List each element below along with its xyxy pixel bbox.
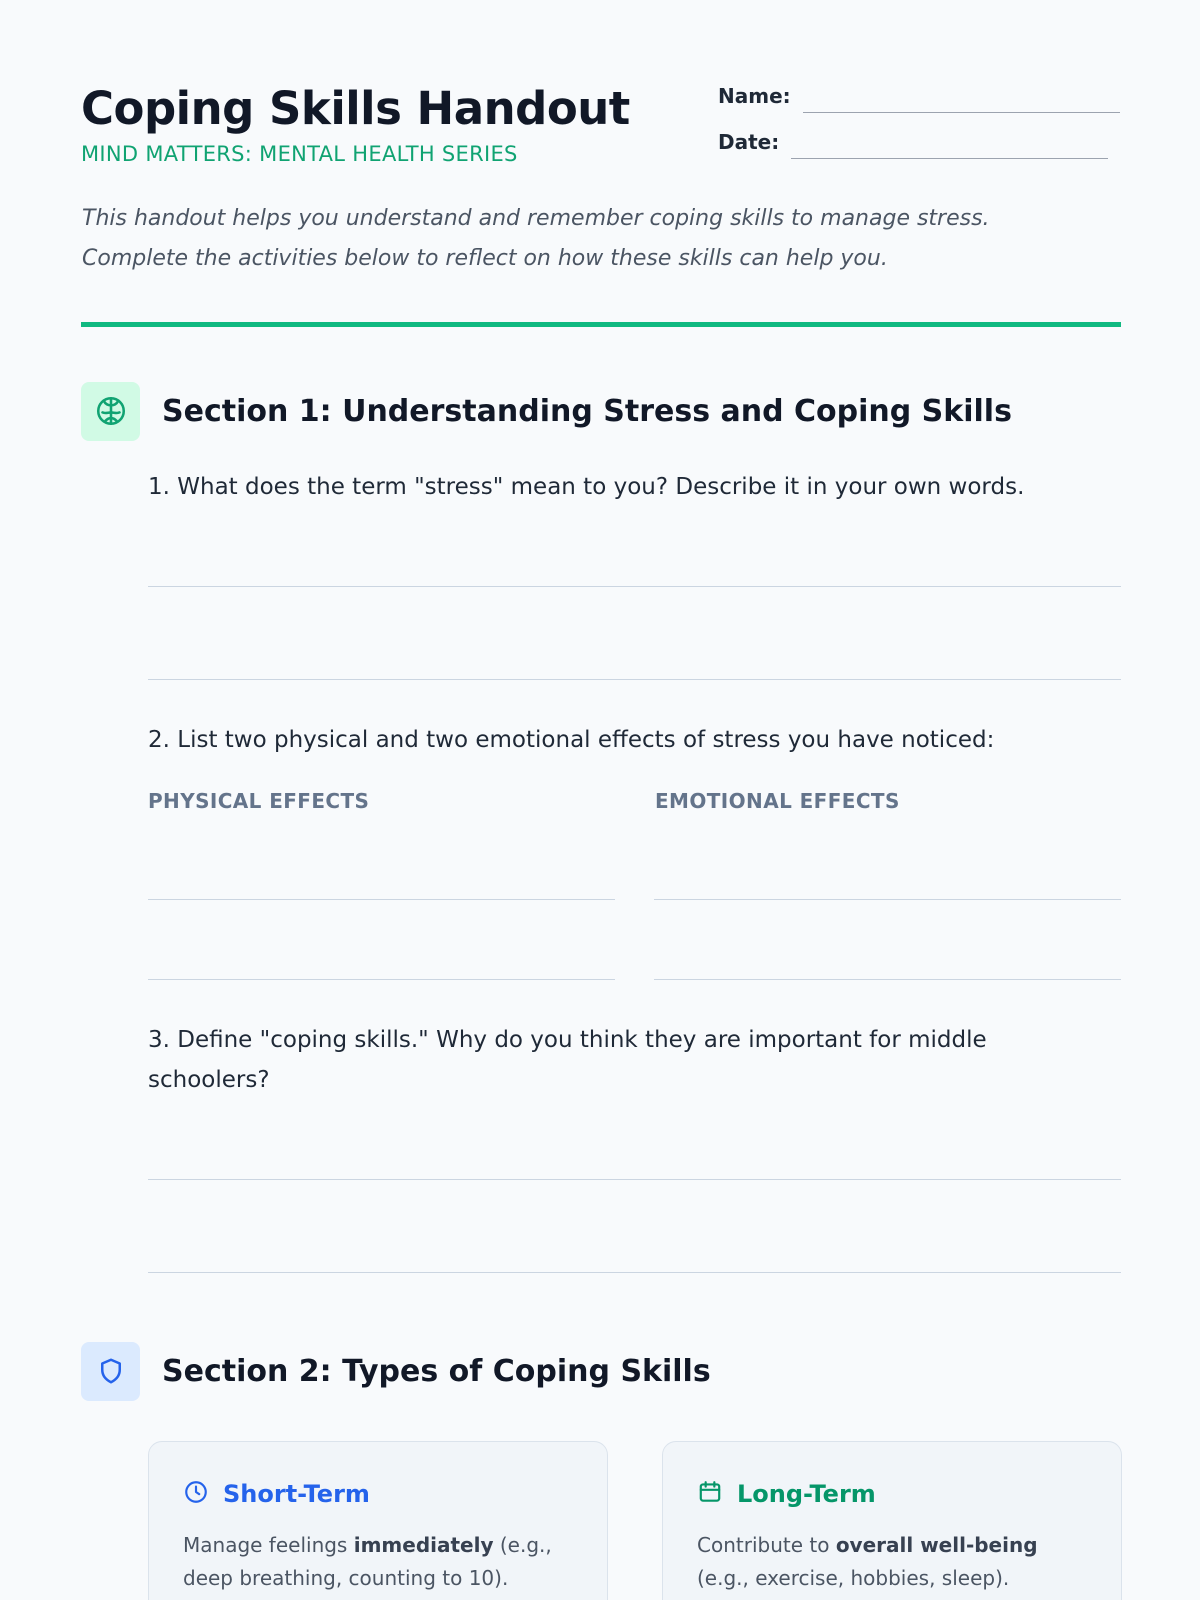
q1-answer-line-1[interactable] xyxy=(148,586,1121,587)
date-row xyxy=(718,128,1120,174)
emotional-effect-line-1[interactable] xyxy=(654,899,1121,900)
name-field[interactable] xyxy=(803,112,1120,113)
long-term-text-after: (e.g., exercise, hobbies, sleep). xyxy=(697,1566,1010,1590)
q3-answer-line-2[interactable] xyxy=(148,1272,1121,1273)
physical-effect-line-1[interactable] xyxy=(148,899,615,900)
header xyxy=(81,80,1120,170)
q1-answer-line-2[interactable] xyxy=(148,679,1121,680)
short-term-title: Short-Term xyxy=(223,1480,370,1508)
name-row xyxy=(718,82,1120,128)
short-term-text-bold: immediately xyxy=(353,1533,494,1557)
shield-icon xyxy=(81,1342,140,1401)
short-term-text-after: (e.g., deep breathing, counting to 10). xyxy=(183,1533,552,1590)
short-term-card xyxy=(148,1441,608,1600)
physical-effect-line-2[interactable] xyxy=(148,979,615,980)
long-term-card xyxy=(662,1441,1122,1600)
date-field[interactable] xyxy=(791,158,1108,159)
long-term-title: Long-Term xyxy=(737,1480,876,1508)
q3-answer-line-1[interactable] xyxy=(148,1179,1121,1180)
document-title: Coping Skills Handout xyxy=(81,82,630,135)
short-term-description xyxy=(183,1529,577,1595)
long-term-text-bold: overall well-being xyxy=(835,1533,1038,1557)
short-term-text-before: Manage feelings xyxy=(183,1533,354,1557)
section-2-title: Section 2: Types of Coping Skills xyxy=(162,1353,711,1389)
long-term-description xyxy=(697,1529,1091,1595)
student-info xyxy=(718,82,1120,174)
question-3: 3. Define "coping skills." Why do you think they are important for middle schoolers? xyxy=(148,1027,987,1093)
date-label: Date: xyxy=(718,130,780,154)
name-label: Name: xyxy=(718,84,791,108)
emotional-effect-line-2[interactable] xyxy=(654,979,1121,980)
emotional-effects-label: EMOTIONAL EFFECTS xyxy=(655,789,900,813)
question-1: 1. What does the term "stress" mean to you? Describe it in your own words. xyxy=(148,474,1025,500)
clock-icon xyxy=(183,1479,209,1509)
calendar-icon xyxy=(697,1479,723,1509)
short-term-card-head xyxy=(183,1479,370,1509)
section-1-heading xyxy=(81,381,1012,441)
header-divider xyxy=(81,322,1121,327)
section-2-heading xyxy=(81,1341,711,1401)
brain-icon xyxy=(81,382,140,441)
physical-effects-label: PHYSICAL EFFECTS xyxy=(148,789,370,813)
section-1-title: Section 1: Understanding Stress and Coping Skills xyxy=(162,393,1012,429)
long-term-text-before: Contribute to xyxy=(697,1533,836,1557)
intro-text: This handout helps you understand and remember coping skills to manage stress. Complete the activities below to reflect on how these skills can help you. xyxy=(82,206,990,271)
long-term-card-head xyxy=(697,1479,876,1509)
question-2: 2. List two physical and two emotional effects of stress you have noticed: xyxy=(148,727,995,753)
series-subtitle: MIND MATTERS: MENTAL HEALTH SERIES xyxy=(81,142,518,166)
